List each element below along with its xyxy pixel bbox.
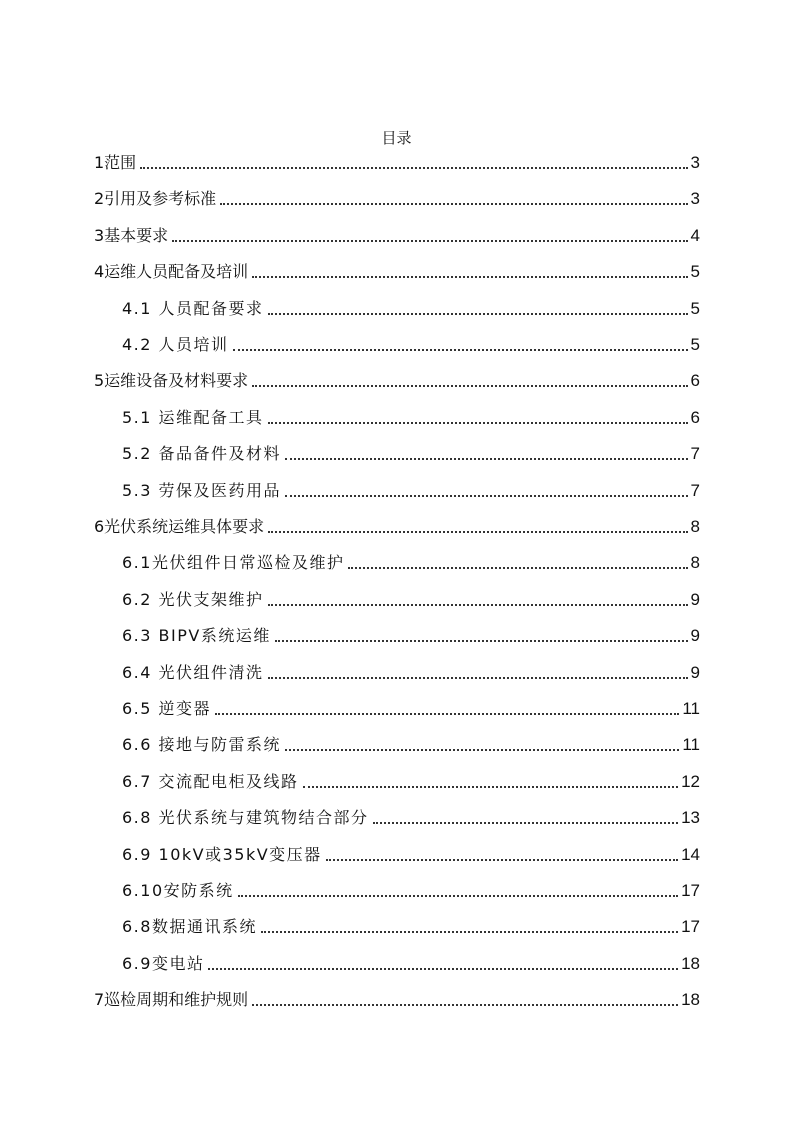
toc-entry[interactable] [122, 621, 700, 647]
toc-entry-label: 4运维人员配备及培训 [94, 262, 249, 282]
toc-leader-dots [268, 422, 688, 424]
toc-entry[interactable] [122, 585, 700, 611]
toc-page-number: 4 [690, 225, 700, 245]
toc-entry-label: 6.7 交流配电柜及线路 [122, 771, 299, 791]
toc-entry[interactable] [94, 184, 700, 210]
toc-entry-label: 6.9 10kV或35kV变压器 [122, 844, 322, 864]
toc-entry[interactable] [94, 366, 700, 392]
toc-leader-dots [268, 531, 687, 533]
toc-entry-label: 3基本要求 [94, 225, 169, 245]
toc-entry-label: 6.5 逆变器 [122, 699, 212, 718]
toc-page-number: 9 [690, 589, 700, 609]
toc-entry[interactable] [94, 985, 700, 1011]
toc-entry[interactable] [122, 840, 700, 866]
toc-leader-dots [208, 968, 678, 970]
toc-entry[interactable] [122, 548, 700, 574]
toc-entry-label: 2引用及参考标准 [94, 189, 217, 209]
toc-page-number: 14 [681, 844, 700, 864]
toc-entry-label: 6.2 光伏支架维护 [122, 589, 264, 609]
toc-leader-dots [252, 1004, 678, 1006]
toc-entry-label: 5.1 运维配备工具 [122, 407, 264, 427]
toc-entry-label: 6光伏系统运维具体要求 [94, 517, 265, 536]
toc-entry[interactable] [122, 876, 700, 902]
toc-entry-label: 7巡检周期和维护规则 [94, 990, 249, 1010]
toc-page-number: 7 [690, 444, 700, 464]
toc-entry-label: 1范围 [94, 153, 137, 172]
toc-leader-dots [215, 713, 679, 715]
toc-page-number: 18 [681, 990, 700, 1010]
toc-entry[interactable] [122, 767, 700, 793]
toc-page-number: 5 [690, 335, 700, 354]
toc-page-number: 3 [690, 189, 700, 209]
toc-page-number: 13 [681, 808, 700, 828]
toc-entry-label: 6.3 BIPV系统运维 [122, 626, 271, 646]
toc-leader-dots [285, 495, 687, 497]
toc-leader-dots [268, 677, 688, 679]
toc-leader-dots [303, 786, 679, 788]
toc-title: 目录 [381, 129, 412, 147]
toc-leader-dots [220, 203, 687, 205]
toc-leader-dots [285, 749, 679, 751]
toc-leader-dots [348, 567, 687, 569]
toc-page-number: 5 [690, 298, 700, 318]
toc-entry[interactable] [122, 330, 700, 356]
toc-page-number: 17 [681, 917, 700, 937]
toc-leader-dots [326, 859, 678, 861]
toc-leader-dots [268, 604, 688, 606]
toc-leader-dots [373, 822, 679, 824]
toc-entry-label: 5运维设备及材料要求 [94, 371, 249, 391]
toc-leader-dots [252, 385, 687, 387]
toc-page-number: 5 [690, 262, 700, 282]
toc-page-number: 7 [690, 480, 700, 500]
toc-entry[interactable] [94, 257, 700, 283]
toc-page-number: 17 [681, 881, 700, 900]
toc-entry[interactable] [122, 949, 700, 975]
toc-entry-label: 4.1 人员配备要求 [122, 298, 264, 318]
toc-entry-label: 6.4 光伏组件清洗 [122, 662, 264, 682]
toc-leader-dots [252, 276, 687, 278]
toc-page-number: 11 [682, 735, 700, 755]
toc-entry[interactable] [122, 658, 700, 684]
toc-page-number: 6 [690, 407, 700, 427]
toc-entry[interactable] [94, 512, 700, 538]
toc-page-number: 12 [681, 771, 700, 791]
toc-page-number: 9 [690, 626, 700, 646]
toc-page-number: 8 [690, 517, 700, 536]
toc-entry-label: 6.8数据通讯系统 [122, 917, 257, 937]
toc-entry-label: 6.8 光伏系统与建筑物结合部分 [122, 808, 369, 828]
toc-leader-dots [285, 458, 687, 460]
toc-leader-dots [275, 640, 688, 642]
toc-entry[interactable] [122, 439, 700, 465]
toc-entry-label: 5.3 劳保及医药用品 [122, 480, 282, 500]
toc-entry[interactable] [122, 476, 700, 502]
toc-page-number: 3 [690, 153, 700, 172]
toc-page-number: 9 [690, 662, 700, 682]
toc-entry-label: 5.2 备品备件及材料 [122, 444, 282, 464]
toc-leader-dots [140, 167, 687, 169]
toc-entry[interactable] [122, 294, 700, 320]
toc-entry-label: 6.1光伏组件日常巡检及维护 [122, 553, 345, 573]
toc-entry[interactable] [122, 912, 700, 938]
toc-page-number: 18 [681, 953, 700, 973]
toc-entry[interactable] [122, 694, 700, 720]
toc-leader-dots [172, 240, 687, 242]
toc-entry[interactable] [94, 148, 700, 174]
toc-leader-dots [233, 349, 688, 351]
toc-entry-label: 4.2 人员培训 [122, 335, 229, 354]
toc-page-number: 8 [690, 553, 700, 573]
toc-entry[interactable] [94, 221, 700, 247]
toc-entry-label: 6.9变电站 [122, 953, 205, 973]
toc-entry-label: 6.10安防系统 [122, 881, 234, 900]
toc-leader-dots [268, 313, 688, 315]
toc-leader-dots [238, 895, 678, 897]
toc-page-number: 6 [690, 371, 700, 391]
toc-entry-label: 6.6 接地与防雷系统 [122, 735, 282, 755]
toc-page-number: 11 [682, 699, 700, 718]
toc-leader-dots [261, 931, 678, 933]
toc-entry[interactable] [122, 730, 700, 756]
toc-entry[interactable] [122, 403, 700, 429]
toc-entry[interactable] [122, 803, 700, 829]
